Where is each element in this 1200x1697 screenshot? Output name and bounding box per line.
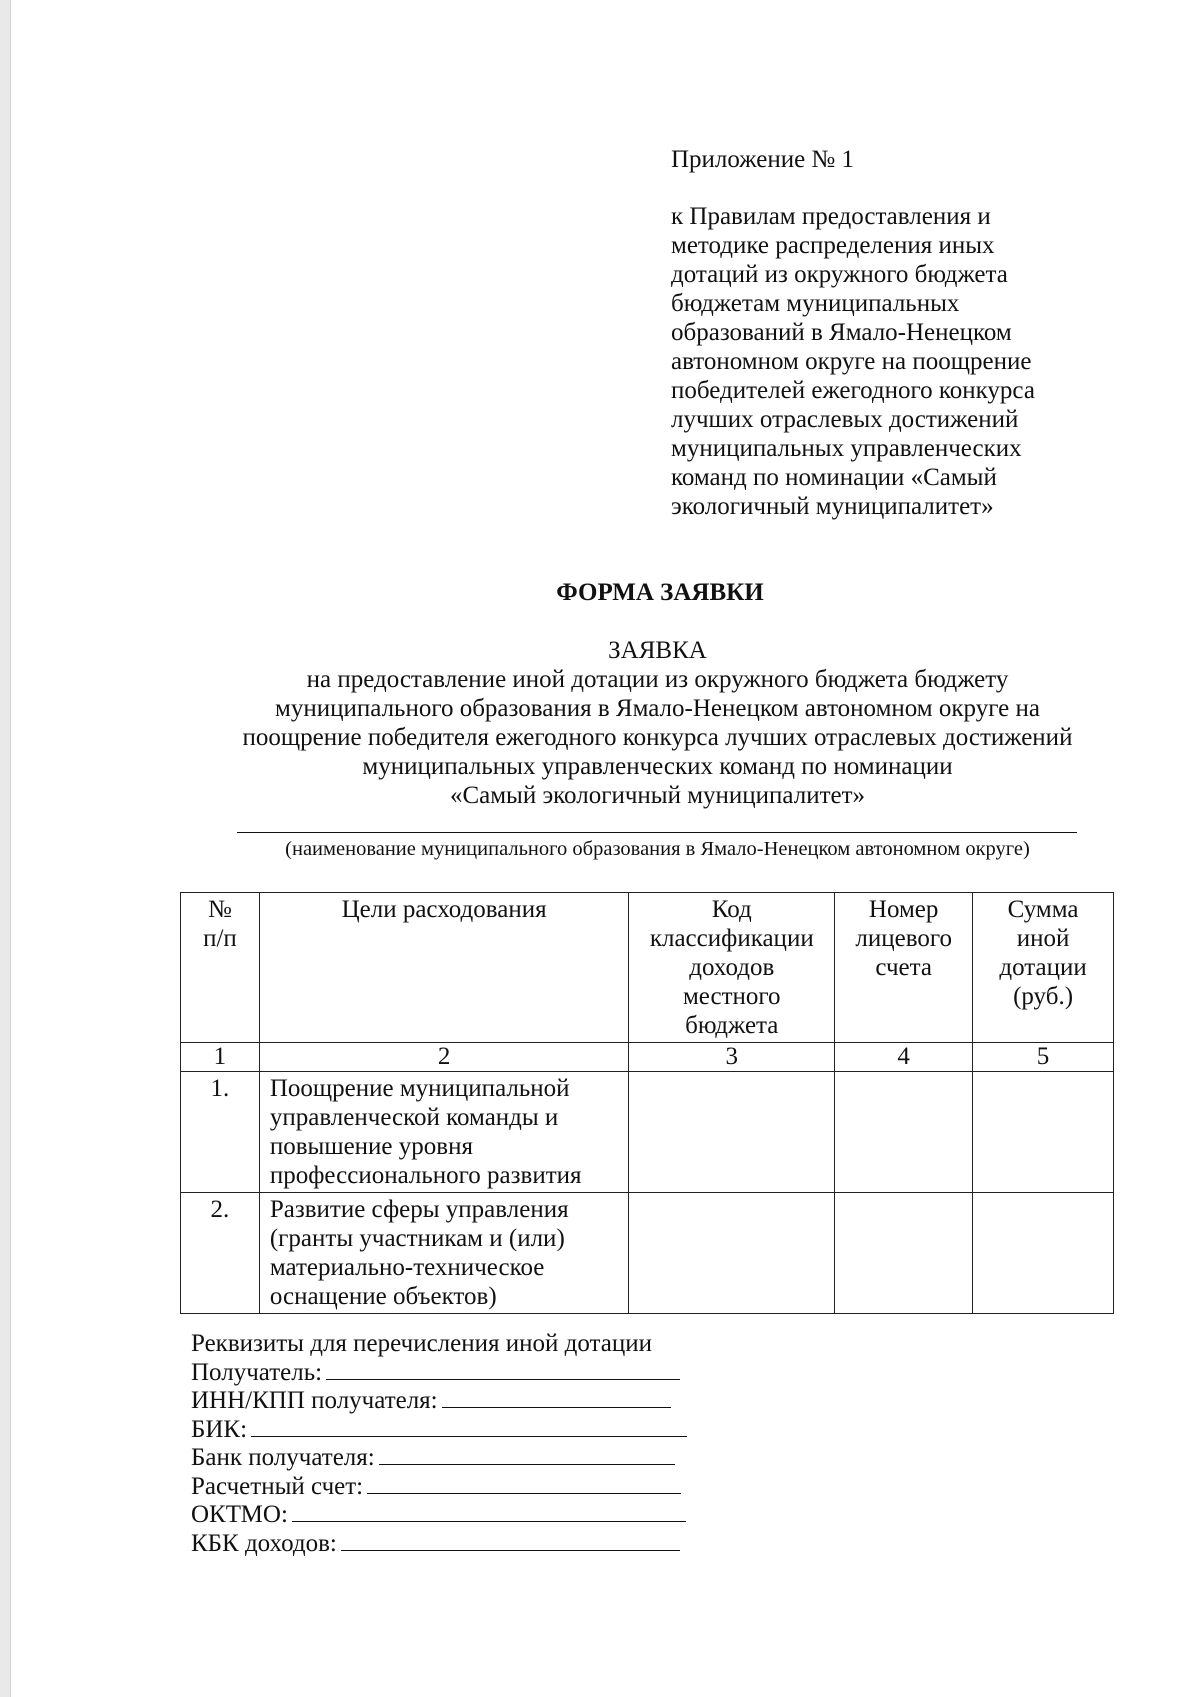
row-account-cell[interactable] — [835, 1193, 973, 1314]
detail-label: ИНН/КПП получателя: — [191, 1387, 438, 1414]
column-number: 4 — [835, 1043, 973, 1072]
row-account-cell[interactable] — [835, 1072, 973, 1193]
annex-line: команд по номинации «Самый — [671, 464, 997, 491]
table-header-row — [181, 893, 1114, 1043]
annex-text — [671, 202, 1091, 521]
annex-line: победителей ежегодного конкурса — [671, 377, 1035, 404]
detail-label: КБК доходов: — [191, 1529, 337, 1557]
header-cell-sum: Сумма иной дотации (руб.) — [973, 893, 1114, 1043]
detail-row-recipient — [191, 1359, 751, 1388]
request-block — [175, 636, 1140, 810]
bik-field[interactable] — [251, 1416, 687, 1437]
header-cell-goals: Цели расходования — [259, 893, 628, 1043]
payment-details — [191, 1330, 751, 1558]
column-number: 3 — [629, 1043, 835, 1072]
row-goal: Поощрение муниципальной управленческой команды и повышение уровня профессионального развития — [259, 1072, 628, 1193]
annex-line: экологичный муниципалитет» — [671, 493, 994, 520]
request-line: поощрение победителя ежегодного конкурса лучших отраслевых достижений — [242, 724, 1073, 751]
request-line: на предоставление иной дотации из окружного бюджета бюджету — [306, 666, 1009, 693]
annex-line: дотаций из окружного бюджета — [671, 261, 1008, 288]
municipality-name-caption: (наименование муниципального образования в Ямало-Ненецком автономном округе) — [285, 838, 1030, 860]
header-cell-code: Код классификации доходов местного бюджета — [629, 893, 835, 1043]
kbk-field[interactable] — [341, 1530, 680, 1551]
detail-row-inn-kpp — [191, 1387, 751, 1416]
column-number: 1 — [181, 1043, 260, 1072]
detail-label: Получатель: — [191, 1358, 323, 1386]
details-title: Реквизиты для перечисления иной дотации — [191, 1330, 652, 1357]
expenditure-table — [180, 892, 1114, 1314]
detail-row-account — [191, 1473, 751, 1502]
row-number: 2. — [181, 1193, 260, 1314]
request-line: муниципальных управленческих команд по номинации — [362, 753, 953, 780]
column-number: 5 — [973, 1043, 1114, 1072]
request-line: «Самый экологичный муниципалитет» — [449, 782, 866, 809]
annex-title: Приложение № 1 — [671, 146, 855, 173]
form-title: ФОРМА ЗАЯВКИ — [556, 579, 764, 606]
detail-label: БИК: — [191, 1415, 248, 1443]
detail-label: ОКТМО: — [191, 1501, 288, 1528]
row-code-cell[interactable] — [629, 1072, 835, 1193]
header-cell-account: Номер лицевого счета — [835, 893, 973, 1043]
recipient-field[interactable] — [326, 1359, 680, 1380]
annex-line: бюджетам муниципальных — [671, 290, 960, 317]
annex-line: образований в Ямало-Ненецком — [671, 319, 1012, 346]
annex-line: муниципальных управленческих — [671, 435, 1022, 462]
row-sum-cell[interactable] — [973, 1193, 1114, 1314]
row-number: 1. — [181, 1072, 260, 1193]
detail-label: Банк получателя: — [191, 1444, 375, 1471]
inn-kpp-field[interactable] — [442, 1387, 671, 1408]
detail-label: Расчетный счет: — [191, 1472, 364, 1500]
request-line: муниципального образования в Ямало-Ненецком автономном округе на — [275, 695, 1040, 722]
row-code-cell[interactable] — [629, 1193, 835, 1314]
column-number-row — [181, 1043, 1114, 1072]
request-heading: ЗАЯВКА — [608, 637, 707, 664]
annex-line: автономном округе на поощрение — [671, 348, 1032, 375]
detail-row-bik — [191, 1416, 751, 1445]
settlement-account-field[interactable] — [367, 1473, 681, 1494]
annex-line: лучших отраслевых достижений — [671, 406, 1019, 433]
row-goal: Развитие сферы управления (гранты участникам и (или) материально-техническое оснащение объектов) — [259, 1193, 628, 1314]
bank-field[interactable] — [379, 1444, 675, 1465]
annex-block — [671, 145, 1091, 521]
header-cell-number: № п/п — [181, 893, 260, 1043]
annex-line: методике распределения иных — [671, 232, 995, 259]
column-number: 2 — [259, 1043, 628, 1072]
detail-row-bank — [191, 1444, 751, 1473]
row-sum-cell[interactable] — [973, 1072, 1114, 1193]
annex-line: к Правилам предоставления и — [671, 203, 991, 230]
table-row — [181, 1193, 1114, 1314]
detail-row-oktmo — [191, 1501, 751, 1530]
oktmo-field[interactable] — [292, 1501, 686, 1522]
table-row — [181, 1072, 1114, 1193]
municipality-name-line[interactable] — [237, 832, 1077, 833]
detail-row-kbk — [191, 1530, 751, 1559]
